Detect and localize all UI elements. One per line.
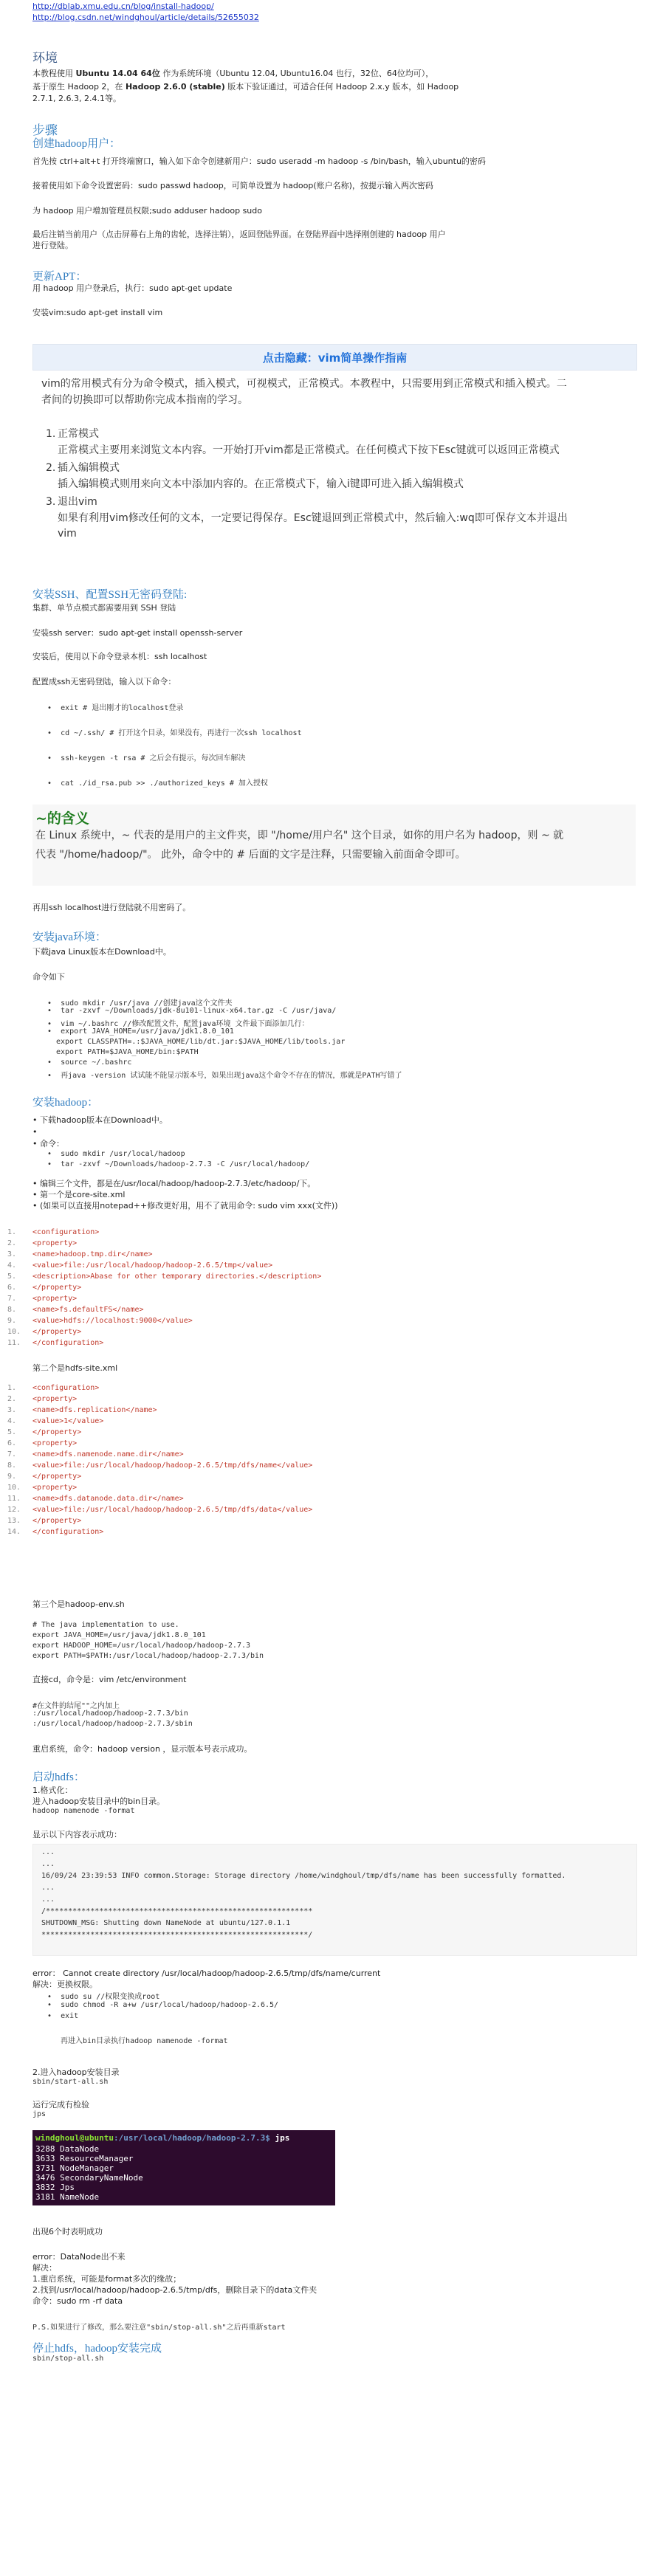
hdfs-para-6: sbin/start-all.sh (32, 2078, 109, 2086)
env-sh-line-4: export PATH=$PATH:/usr/local/hadoop/hadoop-2.7.3/bin (32, 1652, 264, 1660)
tilde-para-1: 在 Linux 系统中，~ 代表的是用户的主文件夹，即 "/home/用户名" 这个目录，如你的用户名为 hadoop，则 ~ 就 (35, 830, 564, 841)
core-xml-line: <name>hadoop.tmp.dir</name> (32, 1250, 153, 1258)
log-line-7: SHUTDOWN_MSG: Shutting down NameNode at ubuntu/127.0.1.1 (41, 1919, 291, 1927)
source-link-2[interactable]: http://blog.csdn.net/windghoul/article/details/52655032 (32, 13, 259, 22)
hdfs-xml-line-number: 13. (7, 1517, 21, 1525)
hdfs-para-2: 进入hadoop安装目录中的bin目录。 (32, 1797, 165, 1806)
stop-heading: 停止hdfs，hadoop安装完成 (32, 2343, 162, 2355)
datanode-solution: 解决： (32, 2263, 57, 2273)
ssh-para-4: 配置成ssh无密码登陆，输入以下命令： (32, 677, 176, 686)
hadoop-bullet-empty: • (32, 1127, 38, 1137)
core-xml-line: <description>Abase for other temporary directories.</description> (32, 1272, 322, 1281)
hadoop-para-6: 第二个是hdfs-site.xml (32, 1363, 118, 1373)
terminal-line-2: 3633 ResourceManager (35, 2154, 134, 2163)
hdfs-xml-line: </property> (32, 1428, 82, 1436)
hdfs-xml-line-number: 11. (7, 1495, 21, 1503)
hdfs-xml-line: <name>dfs.datanode.data.dir</name> (32, 1495, 184, 1503)
datanode-fix-2: 2.找到/usr/local/hadoop/hadoop-2.6.5/tmp/dfs，删除目录下的data文件夹 (32, 2285, 317, 2295)
hadoop-heading: 安装hadoop： (32, 1097, 99, 1109)
hdfs-para-5: 2.进入hadoop安装目录 (32, 2067, 120, 2077)
core-xml-line-number: 9. (7, 1317, 17, 1325)
step-para-4b: 进行登陆。 (32, 241, 73, 250)
hadoop-para-3: • 编辑三个文件，都是在/usr/local/hadoop/hadoop-2.7.3/etc/hadoop/下。 (32, 1179, 316, 1188)
core-xml-line: <value>hdfs://localhost:9000</value> (32, 1317, 193, 1325)
hdfs-para-1: 1.格式化： (32, 1785, 73, 1795)
core-xml-line-number: 11. (7, 1339, 21, 1347)
hdfs-xml-line-number: 1. (7, 1384, 17, 1392)
hdfs-para-8: jps (32, 2110, 47, 2118)
hdfs-xml-line-number: 14. (7, 1528, 21, 1536)
step-para-1: 首先按 ctrl+alt+t 打开终端窗口，输入如下命令创建新用户：sudo useradd -m hadoop -s /bin/bash，输入ubuntu的密码 (32, 156, 486, 166)
core-xml-line: </configuration> (32, 1339, 104, 1347)
step-para-2: 接着使用如下命令设置密码：sudo passwd hadoop，可简单设置为 hadoop(账户名称)，按提示输入两次密码 (32, 181, 433, 190)
vim-item-1-number: 1. (46, 428, 56, 440)
step-para-6: 安装vim:sudo apt-get install vim (32, 308, 163, 317)
hdfs-xml-line: <property> (32, 1439, 78, 1447)
vim-guide-toggle[interactable]: 点击隐藏：vim简单操作指南 (262, 351, 408, 365)
env-sh-line-2: export JAVA_HOME=/usr/java/jdk1.8.0_101 (32, 1631, 206, 1639)
hdfs-xml-line-number: 2. (7, 1395, 17, 1403)
vim-item-2-number: 2. (46, 462, 56, 474)
ssh-bullet-2: • cd ~/.ssh/ # 打开这个目录，如果没有，再进行一次ssh localhost (47, 729, 302, 737)
hdfs-xml-line: <value>file:/usr/local/hadoop/hadoop-2.6.5/tmp/dfs/data</value> (32, 1506, 313, 1514)
hdfs-xml-line-number: 12. (7, 1506, 21, 1514)
hadoop-para-1: • 下载hadoop版本在Download中。 (32, 1115, 168, 1125)
core-xml-line: <configuration> (32, 1228, 100, 1236)
vim-item-2-desc: 插入编辑模式则用来向文本中添加内容的。在正常模式下，输入i键即可进入插入编辑模式 (58, 478, 464, 490)
java-cmd-4: • export JAVA_HOME=/usr/java/jdk1.8.0_101 (47, 1027, 234, 1036)
terminal-line-3: 3731 NodeManager (35, 2163, 114, 2173)
hdfs-xml-line-number: 10. (7, 1484, 21, 1492)
step-para-5: 用 hadoop 用户登录后，执行：sudo apt-get update (32, 283, 233, 293)
hdfs-xml-line: </property> (32, 1517, 82, 1525)
hadoop-para-9: #在文件的结尾""之内加上 (32, 1702, 120, 1710)
hdfs-xml-line-number: 4. (7, 1417, 17, 1425)
log-line-6: /************************************************************ (41, 1907, 313, 1915)
vim-item-3-desc-cont: vim (58, 528, 77, 540)
hadoop-para-8: 直接cd，命令是：vim /etc/environment (32, 1675, 187, 1684)
vim-item-3-title: 退出vim (58, 496, 97, 508)
datanode-error: error：DataNode出不来 (32, 2252, 126, 2262)
vim-item-2-title: 插入编辑模式 (58, 462, 120, 474)
env-line-1: 本教程使用 Ubuntu 14.04 64位 作为系统环境（Ubuntu 12.04, Ubuntu16.04 也行，32位、64位均可）， (32, 69, 434, 78)
hdfs-xml-line: <name>dfs.replication</name> (32, 1406, 157, 1414)
core-xml-line: <value>file:/usr/local/hadoop/hadoop-2.6.5/tmp</value> (32, 1261, 273, 1270)
hdfs-xml-line: </property> (32, 1473, 82, 1481)
vim-intro-1: vim的常用模式有分为命令模式，插入模式，可视模式，正常模式。本教程中，只需要用到正常模式和插入模式。二 (41, 378, 567, 390)
step-para-3: 为 hadoop 用户增加管理员权限;sudo adduser hadoop sudo (32, 206, 262, 216)
steps-heading: 步骤 (32, 123, 58, 137)
env-sh-line-1: # The java implementation to use. (32, 1621, 179, 1629)
java-cmd-5: export CLASSPATH=.:$JAVA_HOME/lib/dt.jar:$JAVA_HOME/lib/tools.jar (56, 1038, 346, 1046)
ssh-bullet-1: • exit # 退出刚才的localhost登录 (47, 704, 184, 712)
log-line-4: ... (41, 1884, 55, 1892)
hadoop-para-10: 重启系统，命令：hadoop version ，显示版本号表示成功。 (32, 1744, 253, 1754)
datanode-fix-1: 1.重启系统，可能是format多次的缘故； (32, 2274, 182, 2284)
hdfs-para-4: 显示以下内容表示成功： (32, 1830, 122, 1839)
env-line-2: 基于原生 Hadoop 2，在 Hadoop 2.6.0 (stable) 版本下验证通过，可适合任何 Hadoop 2.x.y 版本，如 Hadoop (32, 82, 459, 92)
hdfs-xml-line: <property> (32, 1484, 78, 1492)
java-cmd-8: • 再java -version 试试能不能显示版本号，如果出现java这个命令不存在的情况，那就是PATH写错了 (47, 1072, 402, 1080)
core-xml-line: <property> (32, 1239, 78, 1247)
core-xml-line-number: 10. (7, 1328, 21, 1336)
jps-terminal-screenshot (32, 2130, 335, 2205)
vim-item-3-desc: 如果有利用vim修改任何的文本，一定要记得保存。Esc键退回到正常模式中，然后输入:wq即可保存文本并退出 (58, 512, 568, 524)
env-heading: 环境 (32, 51, 58, 65)
hdfs-xml-line: <property> (32, 1395, 78, 1403)
core-xml-line-number: 6. (7, 1284, 17, 1292)
ssh-para-2: 安装ssh server：sudo apt-get install openssh-server (32, 628, 243, 638)
tilde-note-box (32, 805, 636, 886)
hdfs-xml-line: <value>file:/usr/local/hadoop/hadoop-2.6.5/tmp/dfs/name</value> (32, 1461, 313, 1470)
ssh-para-3: 安装后，使用以下命令登录本机：ssh localhost (32, 652, 207, 661)
core-xml-line: <name>fs.defaultFS</name> (32, 1306, 144, 1314)
java-cmd-1: • sudo mkdir /usr/java //创建java这个文件夹 (47, 999, 233, 1008)
terminal-line-4: 3476 SecondaryNameNode (35, 2173, 143, 2183)
env-sh-line-3: export HADOOP_HOME=/usr/local/hadoop/hadoop-2.7.3 (32, 1642, 251, 1650)
step-para-4: 最后注销当前用户（点击屏幕右上角的齿轮，选择注销），返回登陆界面。在登陆界面中选择刚创建的 hadoop 用户 (32, 230, 446, 239)
java-cmd-3: • vim ~/.bashrc //修改配置文件，配置java环境 文件最下面添加几行： (47, 1020, 309, 1028)
vim-intro-2: 者间的切换即可以帮助你完成本指南的学习。 (41, 394, 248, 406)
hadoop-para-2: • 命令： (32, 1139, 64, 1148)
core-xml-line-number: 1. (7, 1228, 17, 1236)
terminal-prompt: windghoul@ubuntu:/usr/local/hadoop/hadoop-2.7.3$ jps (35, 2133, 290, 2143)
ssh-bullet-3: • ssh-keygen -t rsa # 之后会有提示，每次回车解决 (47, 754, 246, 762)
ps-note: P.S.如果进行了修改，那么要注意"sbin/stop-all.sh"之后再重新start (32, 2324, 286, 2332)
java-cmd-7: • source ~/.bashrc (47, 1058, 132, 1067)
ssh-heading: 安装SSH、配置SSH无密码登陆: (32, 589, 188, 601)
datanode-fix-3: 命令：sudo rm -rf data (32, 2296, 123, 2306)
hdfs-xml-line-number: 9. (7, 1473, 17, 1481)
hdfs-xml-line: <configuration> (32, 1384, 100, 1392)
hdfs-xml-line: <value>1</value> (32, 1417, 104, 1425)
solution-cmd-1: • sudo su //权限变换成root (47, 1993, 160, 2001)
log-line-3: 16/09/24 23:39:53 INFO common.Storage: Storage directory /home/windghoul/tmp/dfs/name has been successfully formatted. (41, 1872, 566, 1880)
hdfs-xml-line-number: 3. (7, 1406, 17, 1414)
java-cmd-6: export PATH=$JAVA_HOME/bin:$PATH (56, 1048, 199, 1056)
environment-line-1: :/usr/local/hadoop/hadoop-2.7.3/bin (32, 1709, 188, 1718)
java-cmd-2: • tar -zxvf ~/Downloads/jdk-8u101-linux-x64.tar.gz -C /usr/java/ (47, 1007, 337, 1015)
vim-item-1-title: 正常模式 (58, 428, 99, 440)
java-para-2: 命令如下 (32, 972, 65, 982)
java-heading: 安装java环境： (32, 931, 106, 943)
vim-item-3-number: 3. (46, 496, 56, 508)
core-xml-line: </property> (32, 1328, 82, 1336)
environment-line-2: :/usr/local/hadoop/hadoop-2.7.3/sbin (32, 1720, 193, 1728)
vim-item-1-desc: 正常模式主要用来浏览文本内容。一开始打开vim都是正常模式。在任何模式下按下Esc键就可以返回正常模式 (58, 444, 560, 456)
core-xml-line-number: 7. (7, 1295, 17, 1303)
hadoop-para-5: • (如果可以直接用notepad++修改更好用，用不了就用命令: sudo vim xxx(文件)) (32, 1201, 338, 1210)
terminal-line-5: 3832 Jps (35, 2183, 75, 2192)
source-link-1[interactable]: http://dblab.xmu.edu.cn/blog/install-hadoop/ (32, 1, 214, 11)
format-error: error： Cannot create directory /usr/local/hadoop/hadoop-2.6.5/tmp/dfs/name/current (32, 1969, 381, 1978)
core-xml-line-number: 4. (7, 1261, 17, 1270)
hdfs-para-7: 运行完成有检验 (32, 2100, 89, 2110)
tilde-heading: ~的含义 (35, 810, 89, 827)
update-apt-heading: 更新APT： (32, 271, 87, 283)
log-line-5: ... (41, 1895, 55, 1904)
hadoop-cmd-1: • sudo mkdir /usr/local/hadoop (47, 1150, 185, 1158)
log-line-8: ************************************************************/ (41, 1931, 313, 1939)
core-xml-line-number: 5. (7, 1272, 17, 1281)
core-xml-line: </property> (32, 1284, 82, 1292)
java-para-1: 下载java Linux版本在Download中。 (32, 947, 171, 957)
ssh-para-1: 集群、单节点模式都需要用到 SSH 登陆 (32, 603, 176, 613)
hdfs-xml-line-number: 8. (7, 1461, 17, 1470)
hdfs-para-9: 出现6个时表明成功 (32, 2227, 103, 2236)
hadoop-cmd-2: • tar -zxvf ~/Downloads/hadoop-2.7.3 -C /usr/local/hadoop/ (47, 1160, 310, 1168)
hdfs-xml-line: <name>dfs.namenode.name.dir</name> (32, 1450, 184, 1459)
hdfs-xml-line-number: 5. (7, 1428, 17, 1436)
core-xml-line-number: 8. (7, 1306, 17, 1314)
hadoop-para-7: 第三个是hadoop-env.sh (32, 1599, 125, 1609)
hdfs-para-3: hadoop namenode -format (32, 1807, 135, 1815)
terminal-line-1: 3288 DataNode (35, 2144, 100, 2154)
solution-after: 再进入bin目录执行hadoop namenode -format (61, 2037, 228, 2045)
core-xml-line-number: 3. (7, 1250, 17, 1258)
log-line-1: ... (41, 1848, 55, 1856)
format-log-box (32, 1844, 637, 1956)
tilde-para-3: 再用ssh localhost进行登陆就不用密码了。 (32, 903, 191, 912)
env-line-3: 2.7.1, 2.6.3, 2.4.1等。 (32, 94, 121, 103)
ssh-bullet-4: • cat ./id_rsa.pub >> ./authorized_keys # 加入授权 (47, 779, 268, 788)
hdfs-xml-line-number: 7. (7, 1450, 17, 1459)
create-user-heading: 创建hadoop用户： (32, 138, 121, 150)
terminal-line-6: 3181 NameNode (35, 2192, 100, 2202)
solution-cmd-3: • exit (47, 2012, 79, 2020)
format-solution: 解决：更换权限。 (32, 1980, 97, 1989)
hdfs-xml-line: </configuration> (32, 1528, 104, 1536)
vim-guide-bar[interactable] (32, 344, 637, 371)
log-line-2: ... (41, 1860, 55, 1868)
solution-cmd-2: • sudo chmod -R a+w /usr/local/hadoop/hadoop-2.6.5/ (47, 2001, 279, 2009)
core-xml-line-number: 2. (7, 1239, 17, 1247)
stop-cmd: sbin/stop-all.sh (32, 2355, 104, 2363)
core-xml-line: <property> (32, 1295, 78, 1303)
hadoop-para-4: • 第一个是core-site.xml (32, 1190, 126, 1199)
tilde-para-2: 代表 "/home/hadoop/"。 此外，命令中的 # 后面的文字是注释，只需要输入前面命令即可。 (35, 849, 466, 861)
hdfs-xml-line-number: 6. (7, 1439, 17, 1447)
hdfs-heading: 启动hdfs： (32, 1771, 85, 1783)
